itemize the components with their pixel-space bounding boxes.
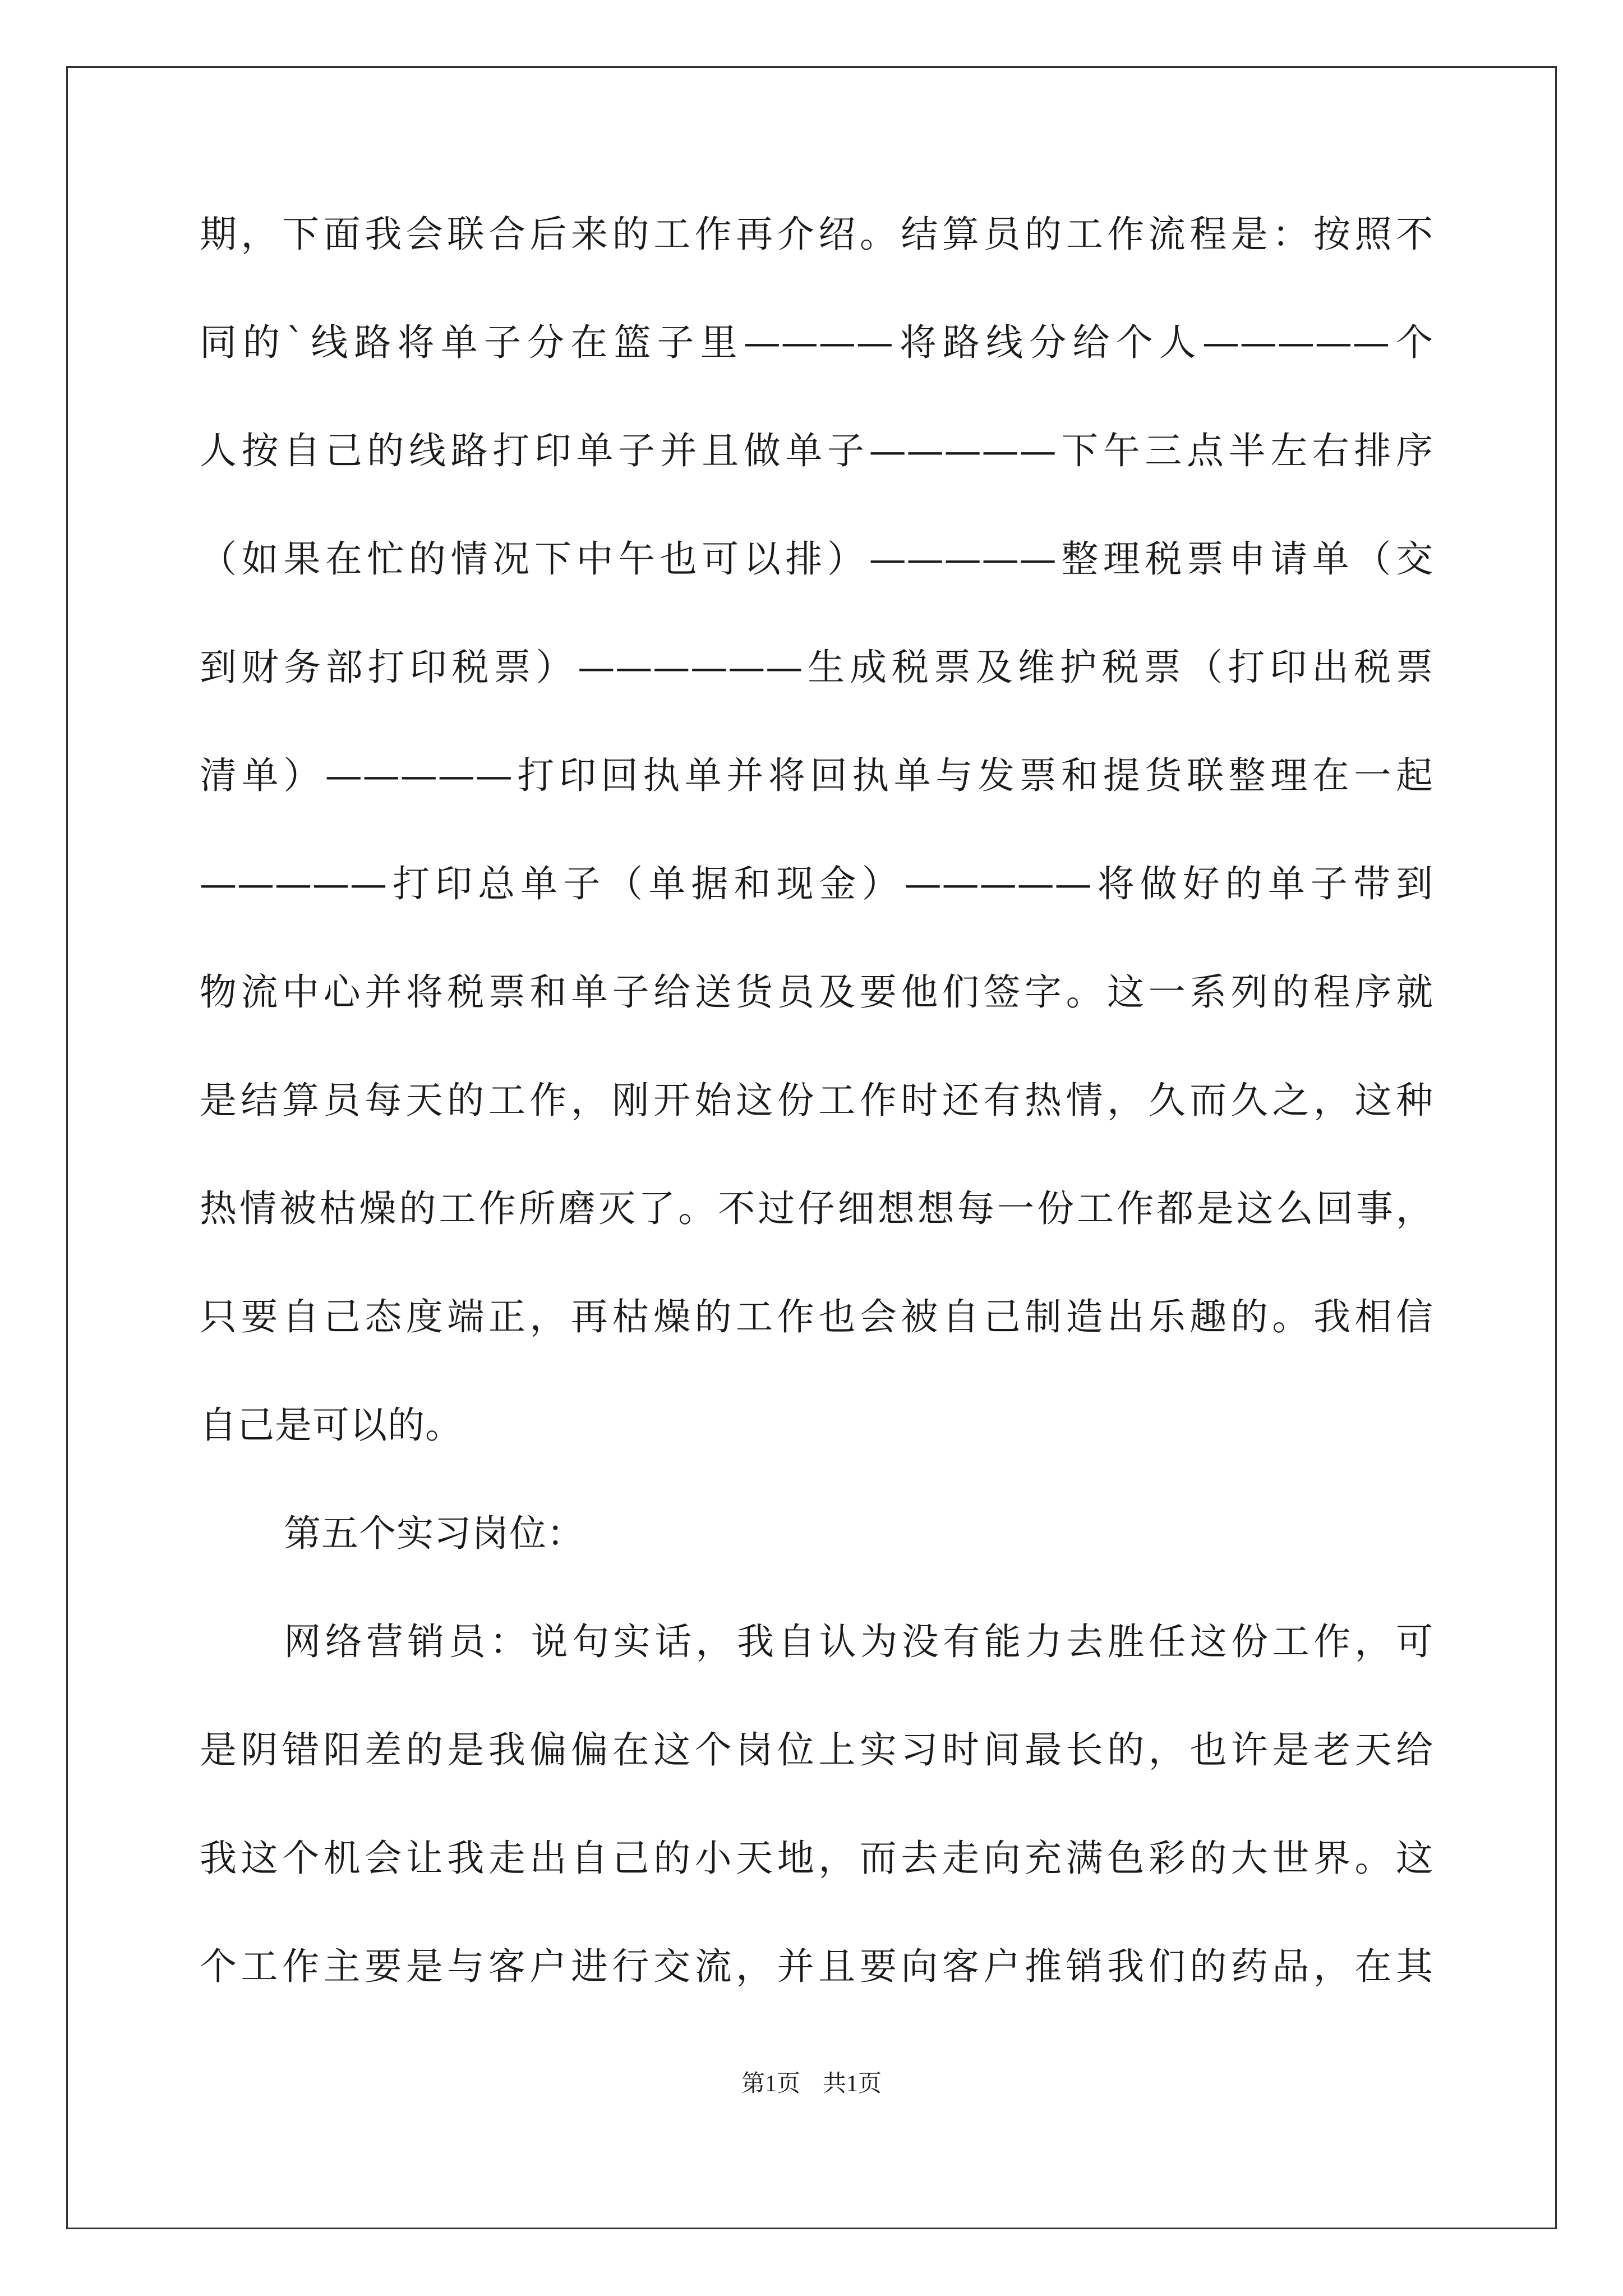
text-line: 是阴错阳差的是我偏偏在这个岗位上实习时间最长的，也许是老天给 xyxy=(200,1728,1433,1772)
text-line: 自己是可以的。 xyxy=(200,1404,463,1447)
text-line: 只要自己态度端正，再枯燥的工作也会被自己制造出乐趣的。我相信 xyxy=(200,1295,1433,1338)
page-number-total: 共1页 xyxy=(823,2071,882,2097)
text-line: （如果在忙的情况下中午也可以排）—————整理税票申请单（交 xyxy=(200,537,1433,581)
document-body xyxy=(200,212,1433,2053)
text-line: 期，下面我会联合后来的工作再介绍。结算员的工作流程是：按照不 xyxy=(200,213,1433,256)
text-line: —————打印总单子（单据和现金）—————将做好的单子带到 xyxy=(200,862,1433,905)
text-line: 个工作主要是与客户进行交流，并且要向客户推销我们的药品，在其 xyxy=(200,1945,1433,1988)
text-line: 物流中心并将税票和单子给送货员及要他们签字。这一系列的程序就 xyxy=(200,970,1433,1014)
text-line: 同的`线路将单子分在篮子里————将路线分给个人—————个 xyxy=(200,321,1433,364)
text-line: 热情被枯燥的工作所磨灭了。不过仔细想想每一份工作都是这么回事， xyxy=(200,1187,1433,1230)
section-heading: 第五个实习岗位： xyxy=(284,1512,584,1555)
text-line: 清单）—————打印回执单并将回执单与发票和提货联整理在一起 xyxy=(200,754,1433,797)
text-line: 我这个机会让我走出自己的小天地，而去走向充满色彩的大世界。这 xyxy=(200,1837,1433,1880)
text-line: 人按自己的线路打印单子并且做单子—————下午三点半左右排序 xyxy=(200,429,1433,472)
text-line: 是结算员每天的工作，刚开始这份工作时还有热情，久而久之，这种 xyxy=(200,1079,1433,1122)
text-line: 网络营销员：说句实话，我自认为没有能力去胜任这份工作，可 xyxy=(284,1620,1433,1663)
text-line: 到财务部打印税票）——————生成税票及维护税票（打印出税票 xyxy=(200,646,1433,689)
page-footer xyxy=(0,2070,1623,2098)
page-number-current: 第1页 xyxy=(741,2071,800,2097)
